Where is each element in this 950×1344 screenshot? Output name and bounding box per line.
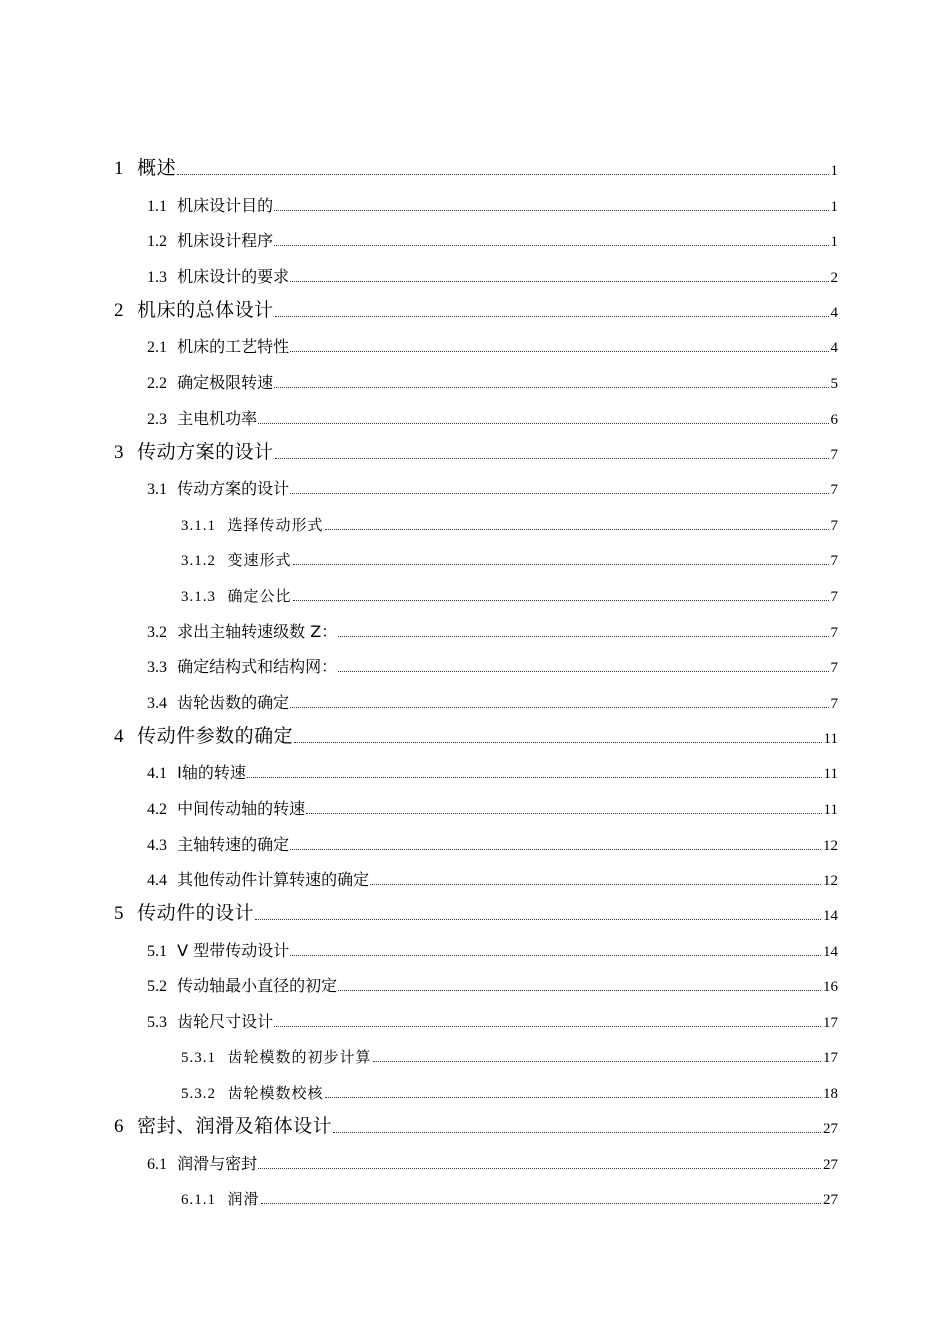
toc-entry-level-1[interactable] <box>114 429 838 464</box>
toc-entry-title: 其他传动件计算转速的确定 <box>177 870 370 890</box>
dot-leader <box>290 493 828 494</box>
toc-entry-page-number: 14 <box>823 908 838 925</box>
toc-entry-label <box>114 721 293 748</box>
toc-entry-level-2[interactable] <box>114 748 838 784</box>
dot-leader <box>274 245 828 246</box>
toc-entry-level-2[interactable] <box>114 996 838 1032</box>
toc-entry-page-number: 1 <box>830 234 838 251</box>
toc-entry-number: 3 <box>114 441 124 463</box>
toc-entry-level-2[interactable] <box>114 677 838 713</box>
dot-leader <box>261 1203 821 1204</box>
toc-entry-number: 2 <box>114 299 124 321</box>
toc-entry-page-number: 7 <box>830 695 838 712</box>
toc-entry-label <box>181 1082 324 1103</box>
toc-entry-label <box>147 796 305 819</box>
toc-entry-title: 概述 <box>137 157 177 179</box>
toc-entry-label <box>147 867 369 890</box>
toc-entry-page-number: 1 <box>830 163 838 179</box>
toc-entry-label <box>147 619 337 642</box>
toc-entry-label <box>114 437 274 464</box>
toc-entry-level-1[interactable] <box>114 890 838 925</box>
toc-entry-page-number: 11 <box>823 730 838 747</box>
toc-entry-number: 5.1 <box>147 942 167 960</box>
toc-entry-page-number: 7 <box>830 482 838 499</box>
toc-entry-page-number: 7 <box>830 553 838 570</box>
toc-entry-number: 4.3 <box>147 836 167 854</box>
dot-leader <box>247 777 822 778</box>
toc-entry-title: Ⅰ轴的转速 <box>177 763 246 783</box>
toc-entry-title: 机床设计的要求 <box>177 266 290 286</box>
toc-entry-number: 1.3 <box>147 268 167 286</box>
toc-entry-level-1[interactable] <box>114 713 838 748</box>
toc-entry-number: 6 <box>114 1116 124 1138</box>
toc-entry-label <box>147 228 273 251</box>
toc-entry-label <box>147 264 289 287</box>
dot-leader <box>290 281 828 282</box>
toc-entry-number: 3.3 <box>147 659 167 677</box>
toc-entry-title: 传动轴最小直径的初定 <box>177 976 338 996</box>
toc-entry-title: 机床的总体设计 <box>137 298 274 321</box>
toc-entry-label <box>114 295 274 322</box>
toc-entry-label <box>147 406 257 429</box>
toc-entry-label <box>147 370 273 393</box>
toc-entry-page-number: 18 <box>823 1086 838 1103</box>
toc-entry-label <box>114 153 176 180</box>
toc-entry-number: 3.4 <box>147 694 167 712</box>
dot-leader <box>333 1132 821 1133</box>
toc-entry-label <box>147 690 289 713</box>
toc-entry-number: 3.1.1 <box>181 517 216 534</box>
dot-leader <box>338 990 821 991</box>
toc-entry-number: 1 <box>114 158 124 179</box>
toc-entry-number: 2.2 <box>147 374 167 392</box>
dot-leader <box>293 564 829 565</box>
dot-leader <box>325 529 829 530</box>
toc-entry-page-number: 11 <box>823 801 838 818</box>
toc-entry-level-2[interactable] <box>114 819 838 855</box>
toc-entry-label <box>147 973 337 996</box>
toc-entry-title: 确定公比 <box>227 586 292 605</box>
toc-entry-page-number: 16 <box>823 979 838 996</box>
toc-entry-label <box>114 1111 332 1138</box>
toc-entry-level-3[interactable] <box>114 499 838 535</box>
toc-entry-title: 齿轮尺寸设计 <box>177 1011 274 1031</box>
toc-entry-label <box>181 585 292 606</box>
toc-entry-level-2[interactable] <box>114 961 838 997</box>
toc-entry-title: 中间传动轴的转速 <box>177 798 306 818</box>
toc-entry-page-number: 7 <box>830 660 838 677</box>
toc-entry-page-number: 7 <box>830 588 838 605</box>
toc-entry-title: 主轴转速的确定 <box>177 834 290 854</box>
toc-entry-level-2[interactable] <box>114 322 838 358</box>
toc-entry-number: 5.3.1 <box>181 1050 216 1067</box>
toc-entry-title: 选择传动形式 <box>227 515 324 534</box>
toc-entry-page-number: 17 <box>823 1014 838 1031</box>
toc-entry-level-2[interactable] <box>114 642 838 678</box>
toc-entry-page-number: 2 <box>830 269 838 286</box>
toc-entry-number: 6.1 <box>147 1155 167 1173</box>
toc-entry-page-number: 27 <box>823 1192 838 1209</box>
dot-leader <box>255 919 821 920</box>
toc-entry-title: 确定极限转速 <box>177 372 274 392</box>
toc-entry-label <box>147 938 289 961</box>
toc-entry-label <box>147 832 289 855</box>
toc-entry-level-2[interactable] <box>114 464 838 500</box>
toc-entry-number: 1.1 <box>147 197 167 215</box>
toc-entry-label <box>114 898 254 925</box>
dot-leader <box>274 387 828 388</box>
toc-entry-title: 传动件参数的确定 <box>137 724 294 747</box>
toc-entry-number: 4 <box>114 725 124 747</box>
toc-entry-level-1[interactable] <box>114 1103 838 1138</box>
dot-leader <box>294 742 821 743</box>
toc-entry-title: 确定结构式和结构网： <box>177 657 338 677</box>
toc-entry-label <box>147 1151 257 1174</box>
toc-entry-page-number: 4 <box>830 304 838 321</box>
toc-entry-title: 密封、润滑及箱体设计 <box>137 1115 333 1138</box>
toc-entry-title: 机床设计目的 <box>177 195 274 215</box>
dot-leader <box>293 600 829 601</box>
toc-entry-label <box>147 760 246 783</box>
toc-entry-title: 机床的工艺特性 <box>177 337 290 357</box>
dot-leader <box>274 210 828 211</box>
toc-entry-level-3[interactable] <box>114 1067 838 1103</box>
toc-entry-number: 5 <box>114 903 124 925</box>
dot-leader <box>373 1061 821 1062</box>
toc-entry-level-2[interactable] <box>114 1138 838 1174</box>
toc-entry-level-2[interactable] <box>114 180 838 216</box>
toc-entry-page-number: 7 <box>830 517 838 534</box>
toc-entry-page-number: 7 <box>830 446 838 463</box>
toc-entry-number: 3.1.2 <box>181 553 216 570</box>
dot-leader <box>258 423 828 424</box>
dot-leader <box>274 1026 821 1027</box>
toc-entry-level-2[interactable] <box>114 393 838 429</box>
toc-entry-page-number: 27 <box>823 1156 838 1173</box>
toc-entry-title: 求出主轴转速级数 Z： <box>177 621 338 641</box>
toc-entry-number: 4.4 <box>147 872 167 890</box>
dot-leader <box>290 707 828 708</box>
toc-entry-level-1[interactable] <box>114 145 838 180</box>
toc-entry-title: 润滑与密封 <box>177 1153 258 1173</box>
dot-leader <box>325 1097 821 1098</box>
toc-entry-title: 齿轮模数的初步计算 <box>227 1048 372 1067</box>
toc-entry-label <box>181 1046 372 1067</box>
toc-entry-label <box>147 654 337 677</box>
toc-entry-title: 齿轮齿数的确定 <box>177 692 290 712</box>
dot-leader <box>258 1168 821 1169</box>
toc-entry-title: 机床设计程序 <box>177 231 274 251</box>
toc-entry-label <box>147 1009 273 1032</box>
toc-entry-title: 传动件的设计 <box>137 902 255 925</box>
toc-entry-page-number: 27 <box>823 1121 838 1138</box>
toc-entry-title: 传动方案的设计 <box>137 440 274 463</box>
toc-entry-page-number: 14 <box>823 943 838 960</box>
toc-entry-number: 5.3.2 <box>181 1086 216 1103</box>
toc-entry-label <box>181 1188 260 1209</box>
table-of-contents <box>114 145 838 1209</box>
dot-leader <box>338 636 828 637</box>
toc-entry-page-number: 6 <box>830 411 838 428</box>
toc-entry-number: 3.2 <box>147 623 167 641</box>
toc-entry-page-number: 7 <box>830 624 838 641</box>
toc-entry-level-2[interactable] <box>114 855 838 891</box>
toc-entry-label <box>147 193 273 216</box>
toc-entry-title: 变速形式 <box>227 551 292 570</box>
dot-leader <box>290 955 821 956</box>
dot-leader <box>275 316 829 317</box>
toc-entry-page-number: 17 <box>823 1050 838 1067</box>
toc-entry-title: 传动方案的设计 <box>177 479 290 499</box>
toc-entry-level-2[interactable] <box>114 925 838 961</box>
toc-entry-page-number: 1 <box>830 198 838 215</box>
toc-entry-number: 4.2 <box>147 800 167 818</box>
toc-entry-page-number: 11 <box>823 766 838 783</box>
toc-entry-page-number: 12 <box>823 837 838 854</box>
toc-entry-level-2[interactable] <box>114 251 838 287</box>
toc-entry-level-3[interactable] <box>114 1032 838 1068</box>
dot-leader <box>338 671 828 672</box>
toc-entry-number: 3.1 <box>147 481 167 499</box>
toc-entry-level-2[interactable] <box>114 357 838 393</box>
toc-entry-label <box>181 549 292 570</box>
toc-entry-number: 1.2 <box>147 233 167 251</box>
toc-entry-level-2[interactable] <box>114 783 838 819</box>
toc-entry-label <box>181 514 324 535</box>
toc-entry-level-2[interactable] <box>114 606 838 642</box>
toc-entry-level-3[interactable] <box>114 535 838 571</box>
dot-leader <box>290 351 828 352</box>
toc-entry-label <box>147 476 289 499</box>
toc-entry-title: 润滑 <box>227 1190 260 1209</box>
toc-entry-page-number: 12 <box>823 873 838 890</box>
toc-entry-page-number: 4 <box>830 340 838 357</box>
toc-entry-number: 5.3 <box>147 1013 167 1031</box>
toc-entry-title: 齿轮模数校核 <box>227 1084 324 1103</box>
toc-entry-page-number: 5 <box>830 375 838 392</box>
dot-leader <box>306 813 821 814</box>
toc-entry-number: 5.2 <box>147 978 167 996</box>
toc-entry-number: 3.1.3 <box>181 588 216 605</box>
dot-leader <box>177 174 828 175</box>
toc-entry-level-3[interactable] <box>114 1174 838 1210</box>
toc-entry-number: 6.1.1 <box>181 1192 216 1209</box>
toc-entry-number: 2.1 <box>147 339 167 357</box>
toc-entry-title: V 型带传动设计 <box>177 940 290 960</box>
dot-leader <box>290 849 821 850</box>
toc-entry-number: 4.1 <box>147 765 167 783</box>
toc-entry-level-2[interactable] <box>114 216 838 252</box>
dot-leader <box>370 884 821 885</box>
dot-leader <box>275 458 829 459</box>
toc-entry-label <box>147 334 289 357</box>
toc-entry-level-3[interactable] <box>114 570 838 606</box>
toc-entry-number: 2.3 <box>147 410 167 428</box>
toc-entry-level-1[interactable] <box>114 287 838 322</box>
toc-entry-title: 主电机功率 <box>177 408 258 428</box>
